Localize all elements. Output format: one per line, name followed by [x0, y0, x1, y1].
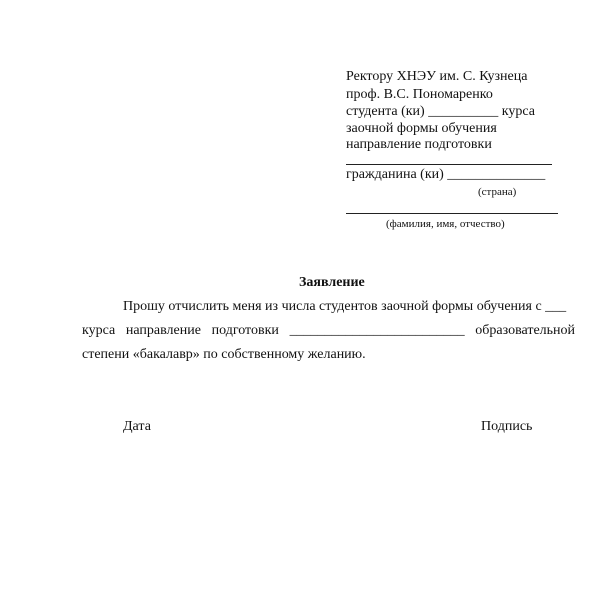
addressee-rector: Ректору ХНЭУ им. С. Кузнеца: [346, 69, 528, 84]
student-course-line: студента (ки) __________ курса: [346, 104, 535, 119]
body-line-3: степени «бакалавр» по собственному желанию.: [82, 347, 366, 362]
addressee-professor: проф. В.С. Пономаренко: [346, 87, 493, 102]
body-blank: _________________________: [289, 323, 465, 338]
direction-line: направление подготовки: [346, 137, 492, 152]
body-word: образовательной: [475, 323, 576, 338]
body-word: направление: [125, 323, 201, 338]
body-word: подготовки: [211, 323, 279, 338]
date-label: Дата: [123, 419, 151, 434]
document-title: Заявление: [299, 275, 365, 290]
full-name-caption: (фамилия, имя, отчество): [386, 218, 505, 230]
body-line-2: [82, 323, 575, 339]
country-caption: (страна): [478, 186, 517, 198]
direction-blank-rule: [346, 164, 552, 165]
full-name-blank-rule: [346, 213, 558, 214]
body-line-1: Прошу отчислить меня из числа студентов заочной формы обучения с ___: [123, 299, 567, 314]
study-form-line: заочной формы обучения: [346, 121, 497, 136]
citizenship-line: гражданина (ки) ______________: [346, 167, 546, 182]
body-word: курса: [82, 323, 116, 338]
signature-label: Подпись: [481, 419, 533, 434]
